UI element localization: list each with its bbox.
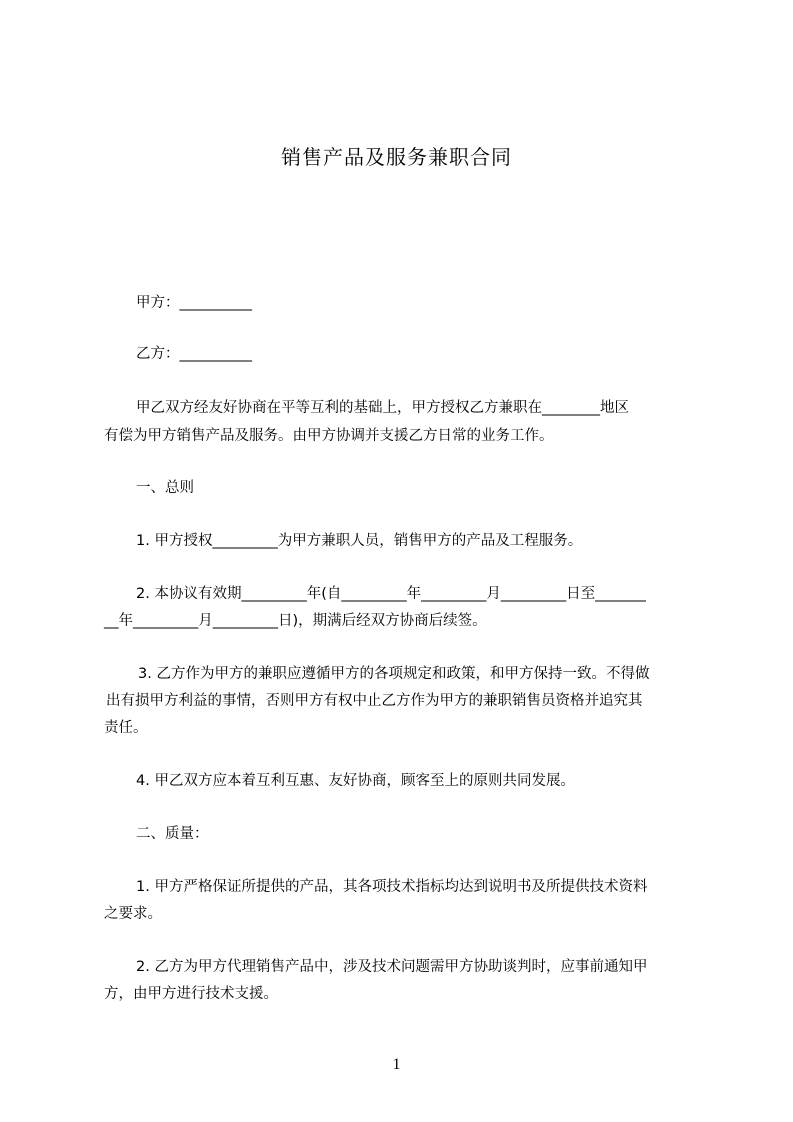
party-a-line: 甲方：__________ xyxy=(136,295,252,311)
intro-line-1: 甲乙双方经友好协商在平等互利的基础上，甲方授权乙方兼职在________地区 xyxy=(136,400,629,416)
party-b-line: 乙方：__________ xyxy=(136,346,252,362)
section-1-item-2-line-2: __年_________月_________日)，期满后经双方协商后续签。 xyxy=(104,613,487,629)
page-number: 1 xyxy=(392,1056,401,1073)
section-1-heading: 一、总则 xyxy=(136,480,194,496)
section-2-item-2-line-1: 2. 乙方为甲方代理销售产品中，涉及技术问题需甲方协助谈判时，应事前通知甲 xyxy=(136,959,648,975)
section-1-item-2-line-1: 2. 本协议有效期_________年(自_________年_________月_________日至_______ xyxy=(136,586,646,602)
section-1-item-3-line-1: 3. 乙方作为甲方的兼职应遵循甲方的各项规定和政策，和甲方保持一致。不得做 xyxy=(138,666,650,682)
intro-line-2: 有偿为甲方销售产品及服务。由甲方协调并支援乙方日常的业务工作。 xyxy=(104,428,554,444)
section-2-item-2-line-2: 方，由甲方进行技术支援。 xyxy=(104,986,278,1002)
section-1-item-4: 4. 甲乙双方应本着互利互惠、友好协商，顾客至上的原则共同发展。 xyxy=(136,773,575,789)
document-title: 销售产品及服务兼职合同 xyxy=(281,145,512,169)
section-2-item-1-line-1: 1. 甲方严格保证所提供的产品，其各项技术指标均达到说明书及所提供技术资料 xyxy=(136,879,648,895)
section-1-item-1: 1. 甲方授权_________为甲方兼职人员，销售甲方的产品及工程服务。 xyxy=(136,533,583,549)
section-1-item-3-line-2: 出有损甲方利益的事情，否则甲方有权中止乙方作为甲方的兼职销售员资格并追究其 xyxy=(106,693,643,709)
section-2-item-1-line-2: 之要求。 xyxy=(104,906,162,922)
section-2-heading: 二、质量： xyxy=(136,826,209,842)
section-1-item-3-line-3: 责任。 xyxy=(104,720,148,736)
